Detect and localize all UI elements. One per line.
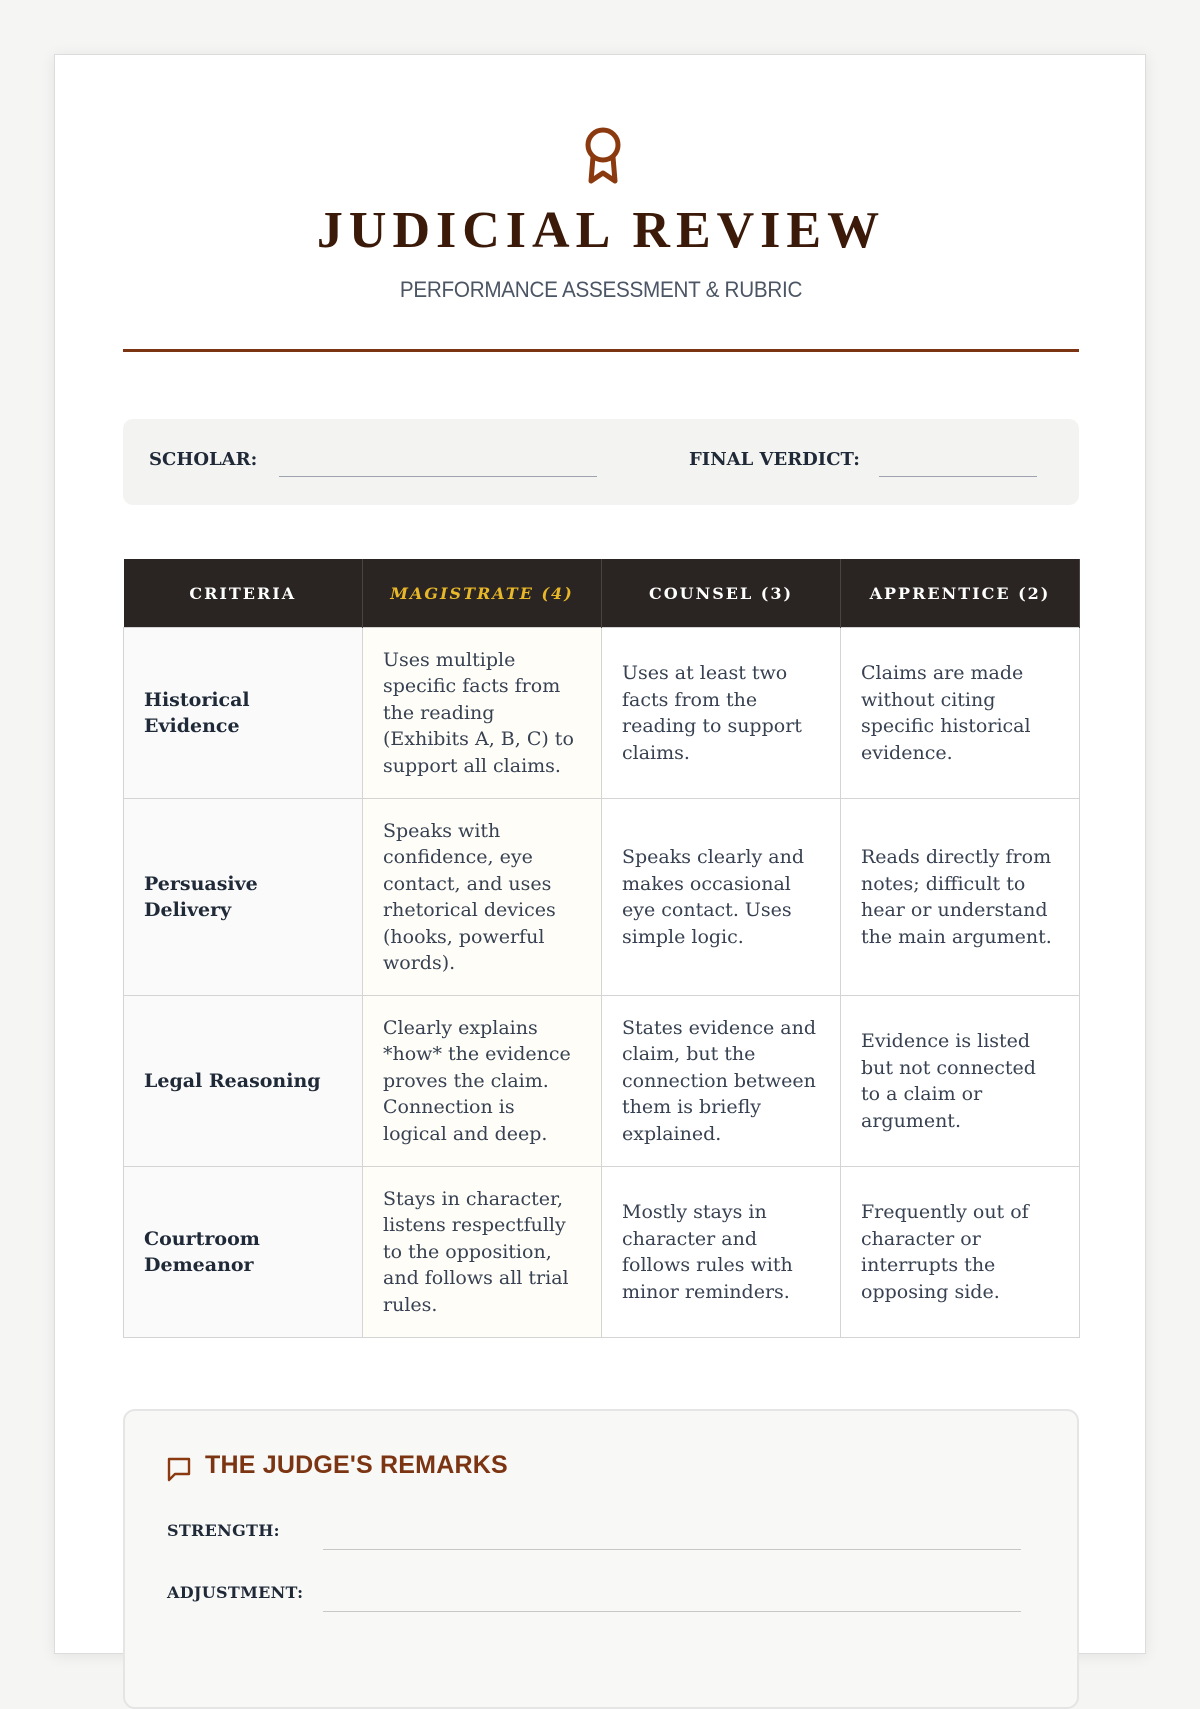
magistrate-cell: Stays in character, listens respectfully to the opposition, and follows all trial rules. [363,1167,602,1338]
apprentice-cell: Frequently out of character or interrupts the opposing side. [841,1167,1080,1338]
student-info-box [123,419,1079,505]
scholar-field[interactable] [279,476,597,477]
criteria-cell: Legal Reasoning [124,996,363,1167]
judge-remarks-box [123,1409,1079,1709]
strength-field[interactable] [323,1549,1021,1550]
rubric-table [123,559,1080,1338]
table-row [124,628,1080,799]
header-apprentice: APPRENTICE (2) [841,559,1080,628]
criteria-cell: Courtroom Demeanor [124,1167,363,1338]
table-row [124,799,1080,996]
header-magistrate: MAGISTRATE (4) [363,559,602,628]
chat-bubble-icon [165,1455,193,1483]
adjustment-field[interactable] [323,1611,1021,1612]
final-verdict-label: FINAL VERDICT: [689,449,860,470]
apprentice-cell: Evidence is listed but not connected to a claim or argument. [841,996,1080,1167]
rubric-header-row [124,559,1080,628]
magistrate-cell: Uses multiple specific facts from the reading (Exhibits A, B, C) to support all claims. [363,628,602,799]
counsel-cell: Uses at least two facts from the reading to support claims. [602,628,841,799]
counsel-cell: States evidence and claim, but the connection between them is briefly explained. [602,996,841,1167]
apprentice-cell: Claims are made without citing specific historical evidence. [841,628,1080,799]
page-title: JUDICIAL REVIEW [316,202,886,259]
table-row [124,1167,1080,1338]
magistrate-cell: Clearly explains *how* the evidence proves the claim. Connection is logical and deep. [363,996,602,1167]
magistrate-cell: Speaks with confidence, eye contact, and uses rhetorical devices (hooks, powerful words). [363,799,602,996]
criteria-cell: Persuasive Delivery [124,799,363,996]
rubric-page [54,54,1146,1654]
adjustment-label: ADJUSTMENT: [167,1583,304,1602]
counsel-cell: Speaks clearly and makes occasional eye contact. Uses simple logic. [602,799,841,996]
final-verdict-field[interactable] [879,476,1037,477]
header-counsel: COUNSEL (3) [602,559,841,628]
header-divider [123,349,1079,352]
page-subtitle: PERFORMANCE ASSESSMENT & RUBRIC [399,277,803,302]
scholar-label: SCHOLAR: [149,449,258,470]
strength-label: STRENGTH: [167,1521,280,1540]
counsel-cell: Mostly stays in character and follows rules with minor reminders. [602,1167,841,1338]
header-criteria: CRITERIA [124,559,363,628]
table-row [124,996,1080,1167]
apprentice-cell: Reads directly from notes; difficult to hear or understand the main argument. [841,799,1080,996]
award-ribbon-icon [581,123,625,187]
criteria-cell: Historical Evidence [124,628,363,799]
remarks-title: THE JUDGE'S REMARKS [205,1451,508,1479]
